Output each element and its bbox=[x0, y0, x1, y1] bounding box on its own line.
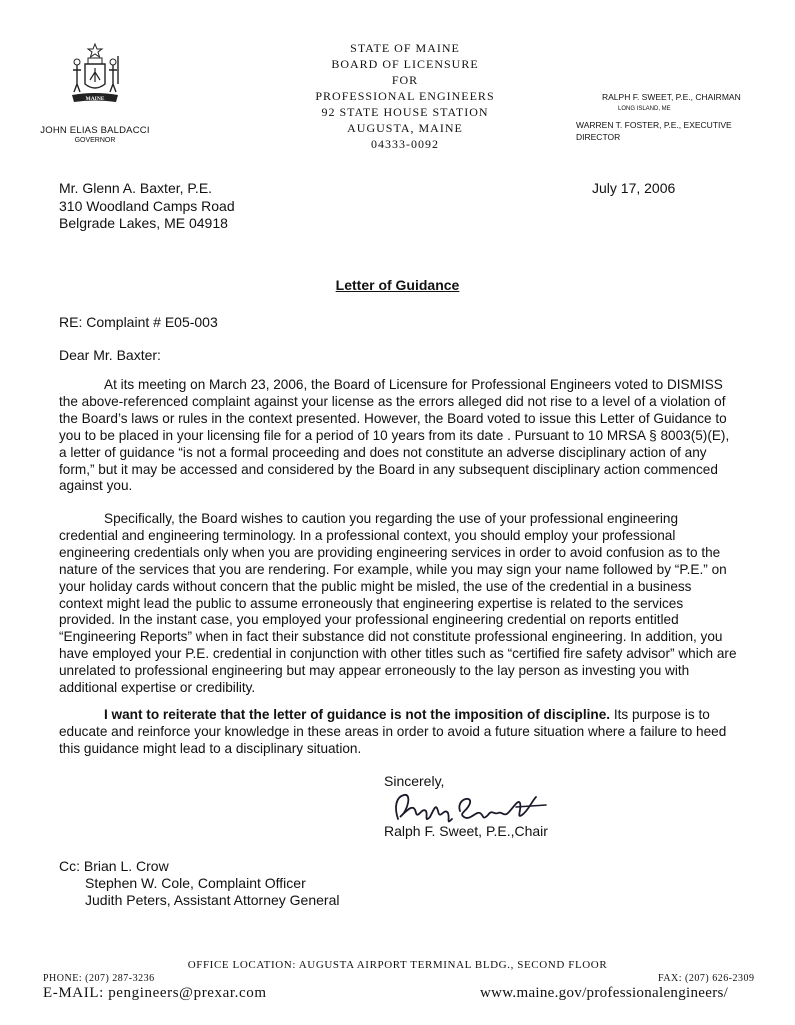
office-location: OFFICE LOCATION: AUGUSTA AIRPORT TERMINAL BLDG., SECOND FLOOR bbox=[187, 959, 608, 971]
board-officers bbox=[556, 91, 771, 143]
cc-line-2: Stephen W. Cole, Complaint Officer bbox=[85, 875, 306, 891]
website-url: www.maine.gov/professionalengineers/ bbox=[480, 985, 729, 1001]
board-line-station: 92 STATE HOUSE STATION bbox=[321, 105, 489, 119]
governor-title: GOVERNOR bbox=[74, 137, 116, 144]
governor-name: JOHN ELIAS BALDACCI bbox=[40, 125, 150, 136]
letter-date: July 17, 2006 bbox=[592, 180, 676, 196]
letter-title: Letter of Guidance bbox=[335, 277, 460, 293]
cc-line-1: Cc: Brian L. Crow bbox=[59, 858, 169, 874]
emphasis-statement: I want to reiterate that the letter of guidance is not the imposition of discipline. bbox=[104, 707, 611, 722]
executive-director: WARREN T. FOSTER, P.E., EXECUTIVE DIRECTOR bbox=[576, 120, 732, 142]
closing-sincerely: Sincerely, bbox=[384, 773, 445, 789]
recipient-name: Mr. Glenn A. Baxter, P.E. bbox=[59, 180, 213, 196]
body-paragraph-2: Specifically, the Board wishes to caution you regarding the use of your professional engineering credential and engineering terminology. In a professional context, you should employ your professional engineering credentials only when you are providing engineering services in order to avoid confusion as to the nature of the services that you are rendering. For example, while you may sign your name followed by “P.E.” on your holiday cards without concern that the public might be misled, the use of the credential in a business context might lead the public to assume erroneously that engineering expertise is related to the services provided. In the instant case, you employed your professional engineering credential on reports entitled “Engineering Reports” when in fact their substance did not constitute professional engineering. In addition, you have employed your P.E. credential in conjunction with other titles such as “certified fire safety advisor” which are unrelated to professional engineering but may appear erroneously to the lay person as investing you with additional expertise or credibility. bbox=[59, 511, 737, 696]
chairman-name: RALPH F. SWEET, P.E., CHAIRMAN bbox=[602, 92, 741, 102]
fax-number: FAX: (207) 626-2309 bbox=[658, 973, 755, 984]
body-paragraph-1: At its meeting on March 23, 2006, the Board of Licensure for Professional Engineers voted to DISMISS the above-referenced complaint against your license as the errors alleged did not rise to a level of a violation of the Board’s laws or rules in the context presented. However, the Board voted to issue this Letter of Guidance to you to be placed in your licensing file for a period of 10 years from its date . Pursuant to 10 MRSA § 8003(5)(E), a letter of guidance “is not a formal proceeding and does not constitute an adverse disciplinary action of any form,” but it may be accessed and considered by the Board in any subsequent disciplinary action commenced against you. bbox=[59, 377, 730, 494]
recipient-street: 310 Woodland Camps Road bbox=[59, 197, 235, 214]
subject-line: RE: Complaint # E05-003 bbox=[59, 314, 218, 330]
paragraph-3-text: Its purpose is to educate and reinforce your knowledge in these areas in order to avoid a future situation where a failure to heed this guidance might lead to a disciplinary situation. bbox=[59, 707, 727, 756]
body-paragraph-3 bbox=[59, 707, 739, 758]
board-line-for: FOR bbox=[391, 73, 419, 87]
email-address: E-MAIL: pengineers@prexar.com bbox=[43, 985, 267, 1001]
recipient-city: Belgrade Lakes, ME 04918 bbox=[59, 215, 228, 231]
cc-list bbox=[59, 858, 339, 909]
phone-number: PHONE: (207) 287-3236 bbox=[43, 973, 155, 984]
seal-label: MAINE bbox=[85, 96, 105, 102]
chairman-location: LONG ISLAND, ME bbox=[618, 106, 671, 112]
recipient-address bbox=[59, 180, 235, 233]
salutation: Dear Mr. Baxter: bbox=[59, 347, 161, 363]
board-line-zip: 04333-0092 bbox=[371, 137, 439, 151]
signer-name: Ralph F. Sweet, P.E.,Chair bbox=[384, 823, 548, 839]
board-address-block bbox=[300, 40, 510, 152]
state-seal-icon bbox=[66, 42, 124, 110]
cc-line-3: Judith Peters, Assistant Attorney General bbox=[85, 892, 340, 908]
board-line-city: AUGUSTA, MAINE bbox=[347, 121, 463, 135]
board-line-state: STATE OF MAINE bbox=[350, 41, 460, 55]
board-line-name: PROFESSIONAL ENGINEERS bbox=[315, 89, 495, 103]
board-line-board: BOARD OF LICENSURE bbox=[331, 57, 479, 71]
